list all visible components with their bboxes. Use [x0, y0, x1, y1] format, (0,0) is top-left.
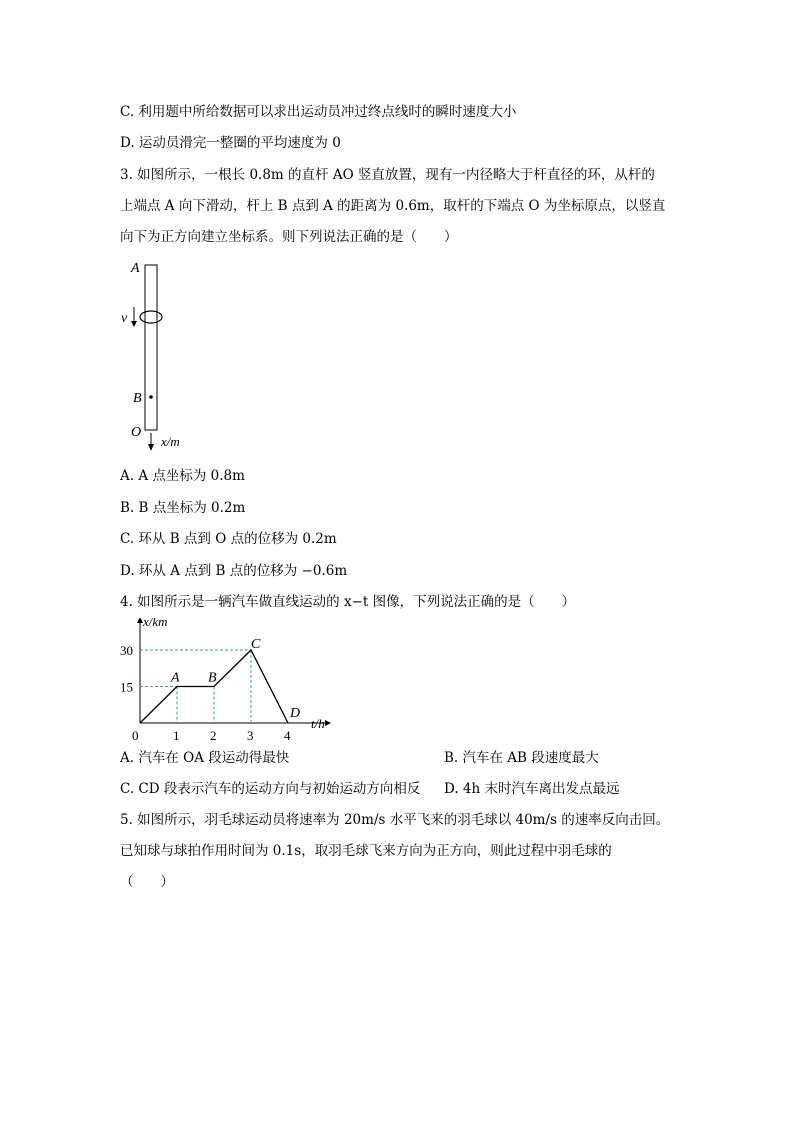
point-label-d: D: [290, 706, 301, 721]
y-axis-label: x/km: [143, 618, 168, 629]
x-axis-arrowhead: [325, 720, 331, 726]
q4-stem: 4. 如图所示是一辆汽车做直线运动的 x−t 图像，下列说法正确的是（ ）: [120, 594, 576, 610]
q3-stem-line2: 上端点 A 向下滑动，杆上 B 点到 A 的距离为 0.6m，取杆的下端点 O 为坐标原点，以竖直: [120, 198, 666, 214]
rod: [145, 265, 157, 430]
ring: [140, 311, 162, 323]
q5-stem-line3: （ ）: [120, 874, 174, 890]
q3-rod-figure: [115, 255, 225, 455]
q3-option-d: D. 环从 A 点到 B 点的位移为 −0.6m: [120, 563, 348, 579]
q4-option-d: D. 4h 末时汽车离出发点最远: [444, 781, 620, 797]
x-axis-arrowhead: [148, 444, 154, 451]
q2-option-d: D. 运动员滑完一整圈的平均速度为 0: [120, 135, 341, 151]
y-tick-label: 15: [120, 679, 133, 695]
label-v: v: [121, 311, 128, 326]
x-tick-label: 3: [247, 728, 254, 743]
velocity-arrowhead: [131, 321, 137, 327]
q3-option-b: B. B 点坐标为 0.2m: [120, 500, 246, 516]
q5-stem-line2: 已知球与球拍作用时间为 0.1s，取羽毛球飞来方向为正方向，则此过程中羽毛球的: [120, 843, 612, 859]
label-b: B: [133, 391, 142, 406]
point-b-dot: [149, 395, 153, 399]
q2-option-c: C. 利用题中所给数据可以求出运动员冲过终点线时的瞬时速度大小: [120, 104, 517, 120]
q3-stem-line1: 3. 如图所示，一根长 0.8m 的直杆 AO 竖直放置，现有一内径略大于杆直径的环，从杆的: [120, 167, 655, 183]
q3-option-c: C. 环从 B 点到 O 点的位移为 0.2m: [120, 531, 337, 547]
x-tick-label: 0: [132, 728, 139, 743]
point-label-b: B: [208, 670, 217, 686]
axis-label-xm: x/m: [161, 434, 180, 449]
q3-option-a: A. A 点坐标为 0.8m: [120, 468, 245, 484]
q4-option-c: C. CD 段表示汽车的运动方向与初始运动方向相反: [120, 781, 421, 797]
label-a: A: [131, 261, 140, 276]
label-o: O: [131, 425, 142, 440]
point-label-c: C: [251, 637, 261, 652]
x-axis-label: t/h: [311, 716, 325, 731]
q4-option-a: A. 汽车在 OA 段运动得最快: [120, 750, 290, 766]
q5-stem-line1: 5. 如图所示，羽毛球运动员将速率为 20m/s 水平飞来的羽毛球以 40m/s 的速率反向击回。: [120, 812, 670, 828]
x-tick-label: 2: [210, 728, 217, 743]
y-tick-label: 30: [120, 643, 133, 658]
q3-stem-line3: 向下为正方向建立坐标系。则下列说法正确的是（ ）: [120, 229, 458, 245]
x-tick-label: 4: [284, 728, 291, 743]
q4-option-b: B. 汽车在 AB 段速度最大: [444, 750, 599, 766]
x-tick-label: 1: [173, 728, 180, 743]
point-label-a: A: [171, 670, 180, 686]
q4-xt-chart: [115, 618, 335, 743]
